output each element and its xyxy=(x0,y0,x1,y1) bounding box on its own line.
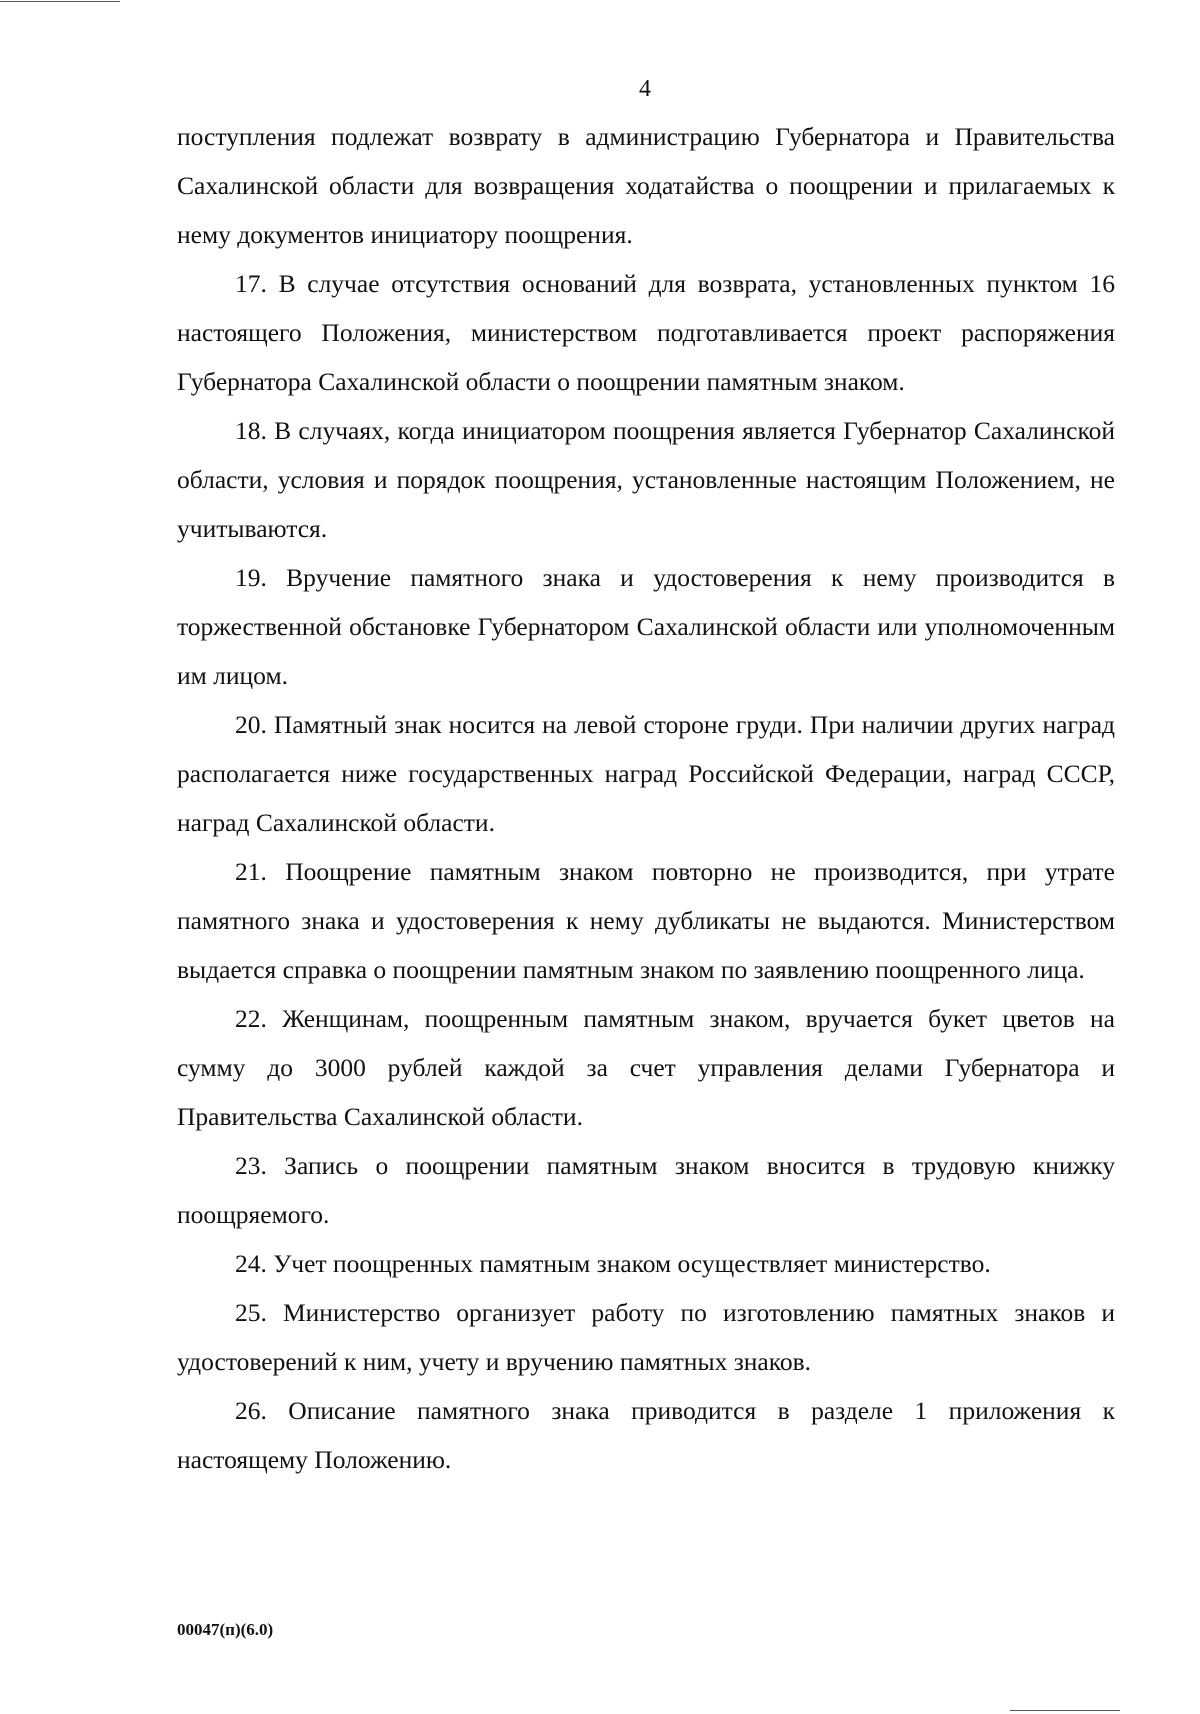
paragraph-continuation: поступления подлежат возврату в администрацию Губернатора и Правительства Сахалинской области для возвращения ходатайства о поощрении и прилагаемых к нему документов инициатору поощрения. xyxy=(177,122,1115,249)
paragraph-26: 26. Описание памятного знака приводится в разделе 1 приложения к настоящему Положению. xyxy=(177,1396,1115,1474)
document-body xyxy=(177,112,1115,1484)
paragraph-20: 20. Памятный знак носится на левой стороне груди. При наличии других наград располагается ниже государственных наград Российской Федерации, наград СССР, наград Сахалинской области. xyxy=(177,710,1115,837)
paragraph-25: 25. Министерство организует работу по изготовлению памятных знаков и удостоверений к ним, учету и вручению памятных знаков. xyxy=(177,1298,1115,1376)
page-number: 4 xyxy=(639,76,651,102)
scan-artifact-line xyxy=(0,1,120,2)
paragraph-19: 19. Вручение памятного знака и удостоверения к нему производится в торжественной обстановке Губернатором Сахалинской области или уполномоченным им лицом. xyxy=(177,563,1115,690)
paragraph-18: 18. В случаях, когда инициатором поощрения является Губернатор Сахалинской области, условия и порядок поощрения, установленные настоящим Положением, не учитываются. xyxy=(177,416,1115,543)
scan-artifact-line xyxy=(1010,1710,1120,1711)
paragraph-22: 22. Женщинам, поощренным памятным знаком, вручается букет цветов на сумму до 3000 рублей каждой за счет управления делами Губернатора и Правительства Сахалинской области. xyxy=(177,1004,1115,1131)
paragraph-24: 24. Учет поощренных памятным знаком осуществляет министерство. xyxy=(235,1249,991,1278)
paragraph-23: 23. Запись о поощрении памятным знаком вносится в трудовую книжку поощряемого. xyxy=(177,1151,1115,1229)
paragraph-17: 17. В случае отсутствия оснований для возврата, установленных пунктом 16 настоящего Положения, министерством подготавливается проект распоряжения Губернатора Сахалинской области о поощрении памятным знаком. xyxy=(177,269,1115,396)
paragraph-21: 21. Поощрение памятным знаком повторно не производится, при утрате памятного знака и удостоверения к нему дубликаты не выдаются. Министерством выдается справка о поощрении памятным знаком по заявлению поощренного лица. xyxy=(177,857,1115,984)
document-code: 00047(п)(6.0) xyxy=(177,1620,274,1639)
